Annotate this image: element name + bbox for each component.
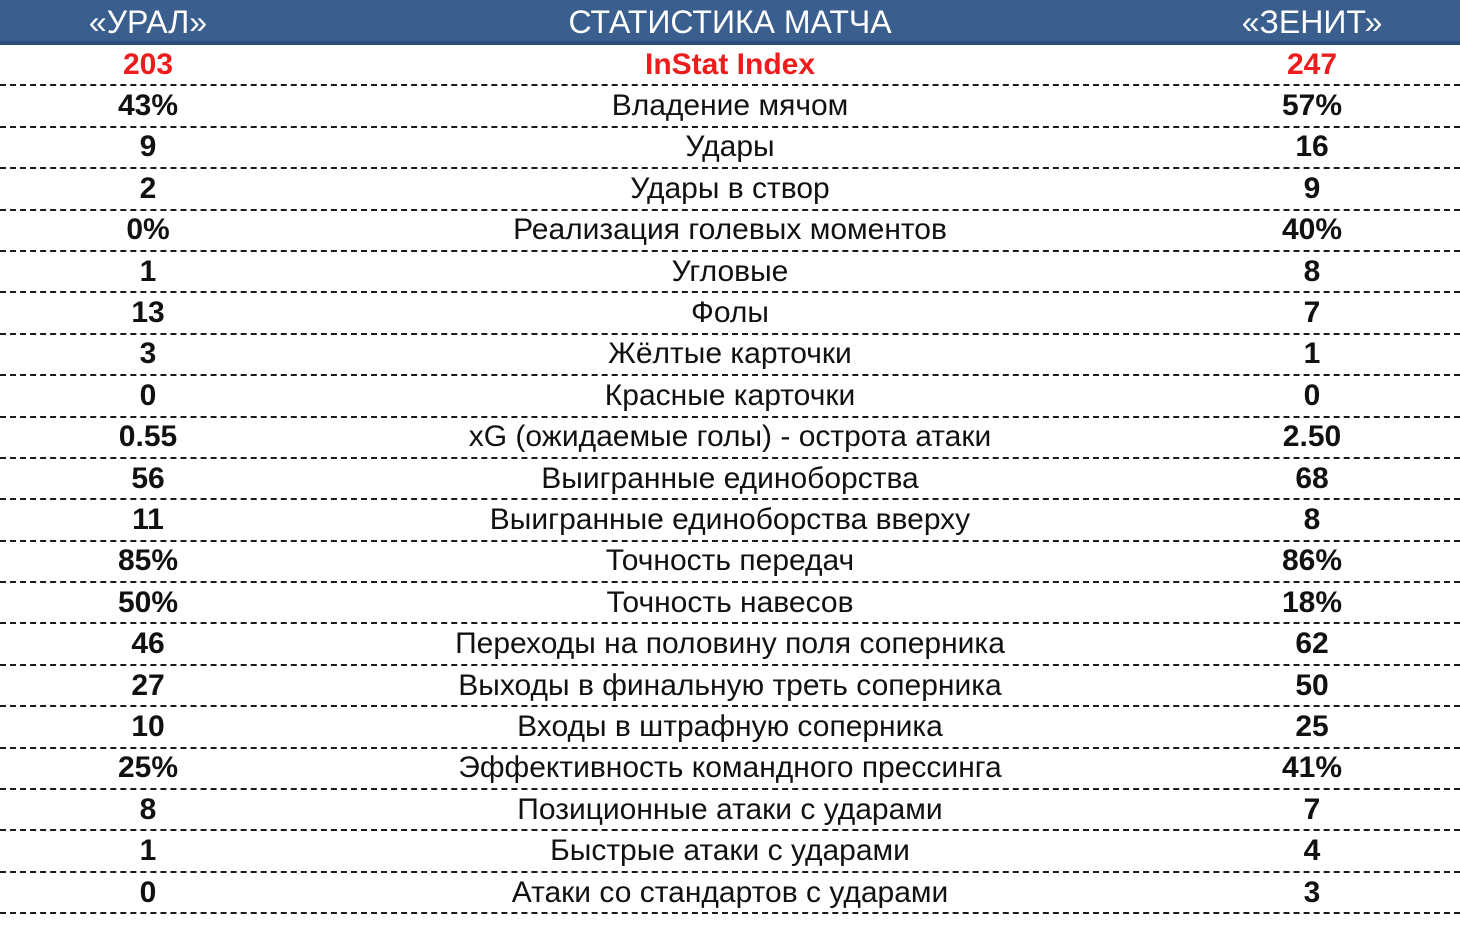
stat-label: Реализация голевых моментов	[513, 213, 947, 247]
stat-label: Красные карточки	[604, 378, 856, 412]
table-title: СТАТИСТИКА МАТЧА	[568, 4, 892, 40]
away-value: 40%	[1281, 213, 1343, 247]
table-row	[0, 211, 1460, 252]
away-value: 0	[1303, 378, 1321, 412]
table-header	[0, 0, 1460, 45]
table-row	[0, 790, 1460, 831]
away-value: 62	[1295, 627, 1329, 661]
home-value: 46	[131, 627, 165, 661]
home-team-name: «УРАЛ»	[88, 4, 208, 40]
stat-label: Владение мячом	[611, 89, 849, 123]
table-row	[0, 128, 1460, 169]
home-value: 50%	[117, 585, 179, 619]
away-value: 16	[1295, 130, 1329, 164]
table-row	[0, 624, 1460, 665]
away-value: 18%	[1281, 585, 1343, 619]
stat-label: Точность передач	[605, 544, 855, 578]
home-value: 3	[139, 337, 157, 371]
away-value: 25	[1295, 709, 1329, 743]
home-value: 27	[131, 668, 165, 702]
away-value: 3	[1303, 875, 1321, 909]
stat-label: Угловые	[671, 254, 789, 288]
away-value: 247	[1286, 47, 1338, 81]
stat-label: Удары в створ	[630, 171, 830, 205]
home-value: 25%	[117, 751, 179, 785]
home-value: 13	[131, 296, 165, 330]
stat-label: Быстрые атаки с ударами	[550, 834, 910, 868]
stat-label: Атаки со стандартов с ударами	[511, 875, 949, 909]
stat-label: Входы в штрафную соперника	[517, 709, 943, 743]
table-row	[0, 583, 1460, 624]
home-value: 8	[139, 792, 157, 826]
away-value: 8	[1303, 502, 1321, 536]
away-team-name: «ЗЕНИТ»	[1241, 4, 1383, 40]
away-value: 50	[1295, 668, 1329, 702]
table-row	[0, 500, 1460, 541]
stat-label: Выходы в финальную треть соперника	[458, 668, 1002, 702]
stat-label: Позиционные атаки с ударами	[517, 792, 943, 826]
away-value: 4	[1303, 834, 1321, 868]
table-row	[0, 45, 1460, 86]
table-row	[0, 252, 1460, 293]
table-row	[0, 542, 1460, 583]
home-value: 0	[139, 378, 157, 412]
table-row	[0, 335, 1460, 376]
table-row	[0, 293, 1460, 334]
away-value: 7	[1303, 296, 1321, 330]
home-value: 10	[131, 709, 165, 743]
home-value: 85%	[117, 544, 179, 578]
home-value: 203	[122, 47, 174, 81]
table-row	[0, 459, 1460, 500]
home-value: 56	[131, 461, 165, 495]
stat-label: Жёлтые карточки	[608, 337, 852, 371]
home-value: 1	[139, 834, 157, 868]
stat-label: Выигранные единоборства	[541, 461, 919, 495]
stat-label: Переходы на половину поля соперника	[455, 627, 1005, 661]
home-value: 0.55	[118, 420, 178, 454]
table-row	[0, 666, 1460, 707]
away-value: 86%	[1281, 544, 1343, 578]
table-row	[0, 831, 1460, 872]
table-row	[0, 376, 1460, 417]
stat-label: InStat Index	[644, 47, 816, 81]
home-value: 43%	[117, 89, 179, 123]
stat-label: Фолы	[691, 296, 769, 330]
home-value: 0%	[126, 213, 170, 247]
stat-label: Точность навесов	[606, 585, 854, 619]
away-value: 41%	[1281, 751, 1343, 785]
stat-label: Выигранные единоборства вверху	[489, 502, 971, 536]
home-value: 2	[139, 171, 157, 205]
table-row	[0, 169, 1460, 210]
home-value: 1	[139, 254, 157, 288]
stat-label: xG (ожидаемые голы) - острота атаки	[468, 420, 992, 454]
home-value: 11	[132, 502, 164, 536]
away-value: 68	[1295, 461, 1329, 495]
away-value: 1	[1303, 337, 1321, 371]
stat-label: Удары	[685, 130, 775, 164]
stat-label: Эффективность командного прессинга	[458, 751, 1002, 785]
away-value: 9	[1303, 171, 1321, 205]
table-row	[0, 873, 1460, 914]
away-value: 57%	[1281, 89, 1343, 123]
away-value: 2.50	[1282, 420, 1342, 454]
table-row	[0, 418, 1460, 459]
table-row	[0, 86, 1460, 127]
table-row	[0, 707, 1460, 748]
home-value: 9	[139, 130, 157, 164]
home-value: 0	[139, 875, 157, 909]
table-row	[0, 749, 1460, 790]
away-value: 7	[1303, 792, 1321, 826]
away-value: 8	[1303, 254, 1321, 288]
